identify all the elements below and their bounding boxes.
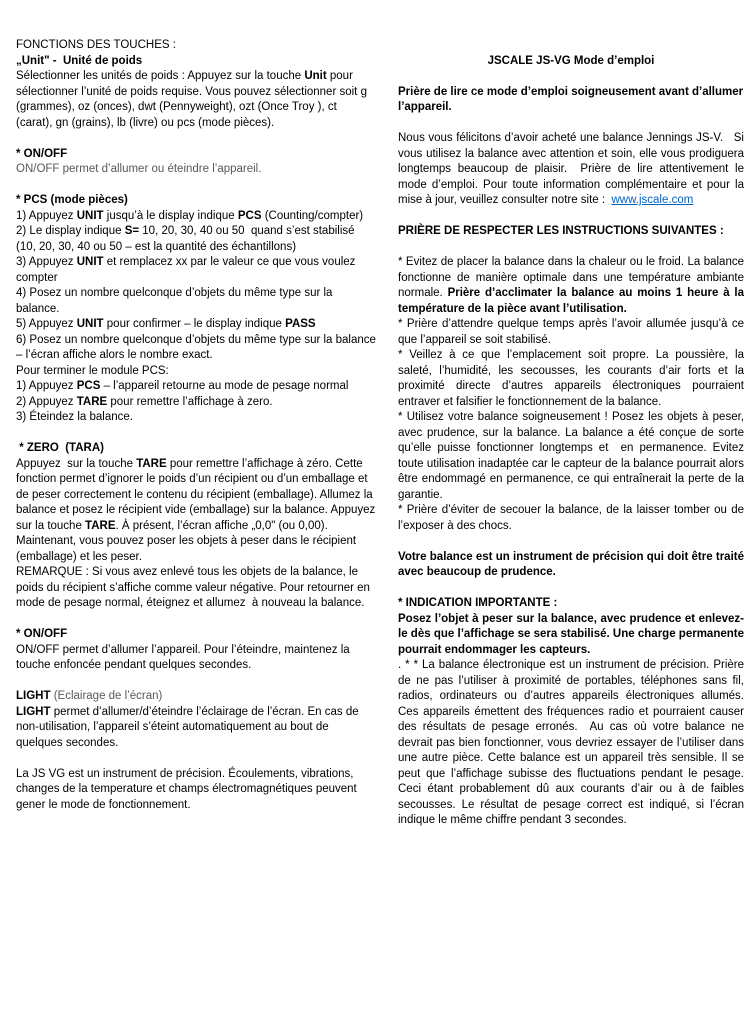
text-run: La JS VG est un instrument de précision. Écoulements, vibrations, changes de la temperature et champs électromagnétiques peuvent gener le mode de fonctionnement. [16, 767, 360, 811]
bold-text-run: Prière de lire ce mode d’emploi soigneusement avant d’allumer l’appareil. [398, 85, 747, 113]
text-run: FONCTIONS DES TOUCHES : [16, 39, 176, 51]
paragraph [16, 410, 376, 426]
text-run: 1) Appuyez [16, 209, 77, 222]
paragraph [398, 85, 747, 116]
text-run: et remplacez xx par le valeur ce que vous voulez compter [16, 256, 359, 284]
text-run: (Eclairage de l’écran) [50, 690, 163, 702]
text-run: 10, 20, 30, 40 ou 50 quand s’est stabilisé (10, 20, 30, 40 ou 50 – est la quantité des échantillons) [16, 225, 358, 253]
text-run: permet d’allumer/d’éteindre l’éclairage de l’écran. En cas de non-utilisation, l’appareil s’éteint automatiquement au bout de quelques secondes. [16, 705, 362, 749]
bold-text-run: UNIT [76, 209, 104, 222]
bold-text-run: UNIT [76, 256, 104, 268]
bold-text-run: Unit [304, 70, 327, 82]
onoff2-heading [16, 627, 376, 643]
paragraph [16, 333, 380, 364]
bold-text-run: UNIT [76, 318, 104, 330]
paragraph [16, 395, 376, 411]
unit-heading [16, 54, 376, 70]
bold-text-run: PRIÈRE DE RESPECTER LES INSTRUCTIONS SUIVANTES : [398, 225, 724, 237]
bold-text-run: * ON/OFF [16, 628, 68, 640]
bold-text-run: Votre balance est un instrument de précision qui doit être traité avec beaucoup de prudence. [398, 550, 748, 578]
bold-text-run: LIGHT [16, 690, 51, 702]
paragraph [16, 286, 376, 317]
paragraph [16, 162, 376, 178]
bold-text-run: * PCS (mode pièces) [16, 194, 128, 206]
blank-line [16, 612, 376, 628]
paragraph [16, 379, 376, 395]
jscale-link[interactable]: www.jscale.com [611, 194, 694, 206]
text-run: * Evitez de placer la balance dans la chaleur ou le froid. La balance fonctionne de manière optimale dans une température ambiante normale. [398, 256, 748, 299]
blank-line [398, 69, 744, 85]
blank-line [16, 426, 376, 442]
text-run: 4) Posez un nombre quelconque d’objets du même type sur la balance. [16, 287, 336, 315]
blank-line [398, 534, 744, 550]
pcs-heading [16, 193, 376, 209]
bold-text-run: PASS [285, 318, 316, 330]
paragraph [398, 317, 748, 348]
text-run: pour sélectionner l’unité de poids requise. Vous pouvez sélectionner soit g (grammes), oz (onces), dwt (Pennyweight), ozt (Once Troy ), ct (carat), gn (grains), lb (livre) ou pcs (mode pièces). [16, 70, 371, 129]
text-run: Pour terminer le module PCS: [16, 364, 169, 377]
paragraph [398, 131, 748, 209]
text-run: * Prière d’éviter de secouer la balance, de la laisser tomber ou de l’exposer à des chocs. [398, 504, 748, 532]
text-run: (Counting/compter) [261, 209, 364, 222]
paragraph [16, 317, 376, 333]
important-heading [398, 596, 744, 612]
text-run: . * * La balance électronique est un instrument de précision. Prière de ne pas l’utiliser à proximité de portables, téléphones sans fil, radios, ordinateurs ou d’autres appareils électroniques allumés. Ces appareils émettent des fréquences radio et pourraient causer des résultats de pesage erronés. Au cas où votre balance ne devrait pas bien fonctionner, vous devriez essayer de l’utiliser dans une autre pièce. Cette balance est un appareil très sensible. Il se peut que l’affichage subisse des fluctuations pendant le pesage. Ceci étant probablement dû aux courants d’air ou à de faibles secousses. Le résultat de pesage correct est indiqué, si l’écran indique le même chiffre pendant 3 secondes. [398, 659, 748, 826]
paragraph [16, 224, 376, 255]
blank-line [16, 131, 376, 147]
text-run: Sélectionner les unités de poids : Appuyez sur la touche [16, 70, 305, 82]
paragraph [398, 658, 748, 829]
blank-line [398, 116, 744, 132]
onoff-heading [16, 147, 376, 163]
bold-text-run: LIGHT [16, 705, 51, 718]
text-run: pour remettre l’affichage à zero. [107, 395, 273, 408]
blank-line [16, 751, 376, 767]
bold-text-run: „Unit" - Unité de poids [16, 54, 143, 67]
bold-text-run: TARE [85, 519, 116, 532]
paragraph [16, 457, 379, 566]
paragraph [16, 69, 376, 131]
paragraph [16, 643, 376, 674]
paragraph [398, 410, 748, 503]
bold-text-run: JSCALE JS-VG Mode d’emploi [487, 54, 655, 67]
text-run: – l’appareil retourne au mode de pesage normal [100, 380, 349, 392]
paragraph [398, 612, 748, 659]
bold-text-run: TARE [76, 395, 108, 408]
paragraph [16, 209, 376, 225]
text-run: ON/OFF permet d’allumer ou éteindre l’appareil. [16, 163, 262, 175]
paragraph [16, 565, 376, 612]
text-run: 1) Appuyez [16, 380, 77, 392]
paragraph [398, 255, 748, 317]
blank-line [398, 38, 744, 54]
text-run: 5) Appuyez [16, 318, 77, 330]
bold-text-run: TARE [136, 457, 167, 470]
text-run: 2) Le display indique [16, 225, 125, 237]
text-run: 3) Appuyez [16, 256, 77, 268]
text-run: * Prière d’attendre quelque temps après l’avoir allumée jusqu’à ce que l’appareil se soit stabilisé. [398, 318, 748, 346]
text-run: 3) Éteindez la balance. [16, 411, 133, 423]
text-run: . À présent, l’écran affiche „0,0" (ou 0,00). Maintenant, vous pouvez poser les objets à peser dans le récipient (emballage) et les peser. [16, 519, 360, 563]
paragraph [16, 364, 376, 380]
bold-text-run: Posez l’objet à peser sur la balance, avec prudence et enlevez-le dès que l’affichage se sera stabilisé. Une charge permanente pourrait endommager les capteurs. [398, 612, 748, 656]
bold-text-run: S= [124, 225, 140, 237]
paragraph [398, 550, 748, 581]
text-run: jusqu’à le display indique [103, 209, 238, 222]
paragraph [398, 503, 748, 534]
instructions-heading [398, 224, 744, 240]
blank-line [16, 178, 376, 194]
bold-text-run: * ON/OFF [16, 147, 68, 160]
text-run: 6) Posez un nombre quelconque d’objets du même type sur la balance – l’écran affiche alors le nombre exact. [16, 333, 380, 361]
paragraph [16, 767, 376, 814]
paragraph [16, 705, 376, 752]
doc-title [398, 54, 744, 70]
text-run: Nous vous félicitons d’avoir acheté une balance Jennings JS-V. Si vous utilisez la balance avec attention et soin, elle vous prodiguera longtemps beaucoup de plaisir. Prière de lire attentivement le mode d’emploi. Pour toute information complémentaire et pour la mise à jour, veuillez consulter notre site : [398, 132, 748, 206]
right-column [398, 38, 748, 829]
left-column [16, 38, 380, 829]
bold-text-run: * ZERO (TARA) [16, 442, 104, 454]
zero-heading [16, 441, 376, 457]
text-run: REMARQUE : Si vous avez enlevé tous les objets de la balance, le poids du récipient s’affiche comme valeur négative. Pour retourner en mode de pesage normal, éteignez et allumez à nouveau la balance. [16, 566, 374, 609]
blank-line [16, 674, 376, 690]
text-run: * Utilisez votre balance soigneusement ! Posez les objets à peser, avec prudence, sur la balance. La balance a été conçue de sorte qu’elle puisse fonctionner longtemps et en permanence. Evitez toute utilisation inadaptée car le capteur de la balance pourrait alors être endommagé en permanence, ce qui entraînerait la perte de la garantie. [398, 411, 748, 501]
light-heading [16, 689, 376, 705]
text-run: ON/OFF permet d’allumer l’appareil. Pour l’éteindre, maintenez la touche enfoncée pendant quelques secondes. [16, 643, 353, 671]
blank-line [398, 240, 744, 256]
blank-line [398, 209, 744, 225]
bold-text-run: PCS [237, 209, 262, 222]
blank-line [398, 581, 744, 597]
text-run: * Veillez à ce que l’emplacement soit propre. La poussière, la saleté, l’humidité, les secousses, les courants d’air forts et la proximité directe d’autres appareils électroniques pourraient entraver et falsifier le fonctionnement de la balance. [398, 349, 748, 408]
text-run: 2) Appuyez [16, 395, 77, 408]
text-run: pour confirmer – le display indique [103, 318, 286, 330]
text-run: pour remettre l’affichage à zéro. Cette fonction permet d’ignorer le poids d’un récipient ou d’un emballage et de peser correctement le contenu du récipient (emballage). Allumez la balance et posez le récipient vide (emballage) sur la balance. Appuyez sur la touche [16, 457, 379, 532]
paragraph [398, 348, 748, 410]
text-run: Appuyez sur la touche [16, 457, 137, 470]
bold-text-run: Prière d’acclimater la balance au moins 1 heure à la température de la pièce avant l’utilisation. [398, 287, 748, 315]
bold-text-run: PCS [76, 380, 101, 392]
paragraph [16, 255, 376, 286]
bold-text-run: * INDICATION IMPORTANTE : [398, 597, 558, 609]
section-heading-functions [16, 38, 376, 54]
